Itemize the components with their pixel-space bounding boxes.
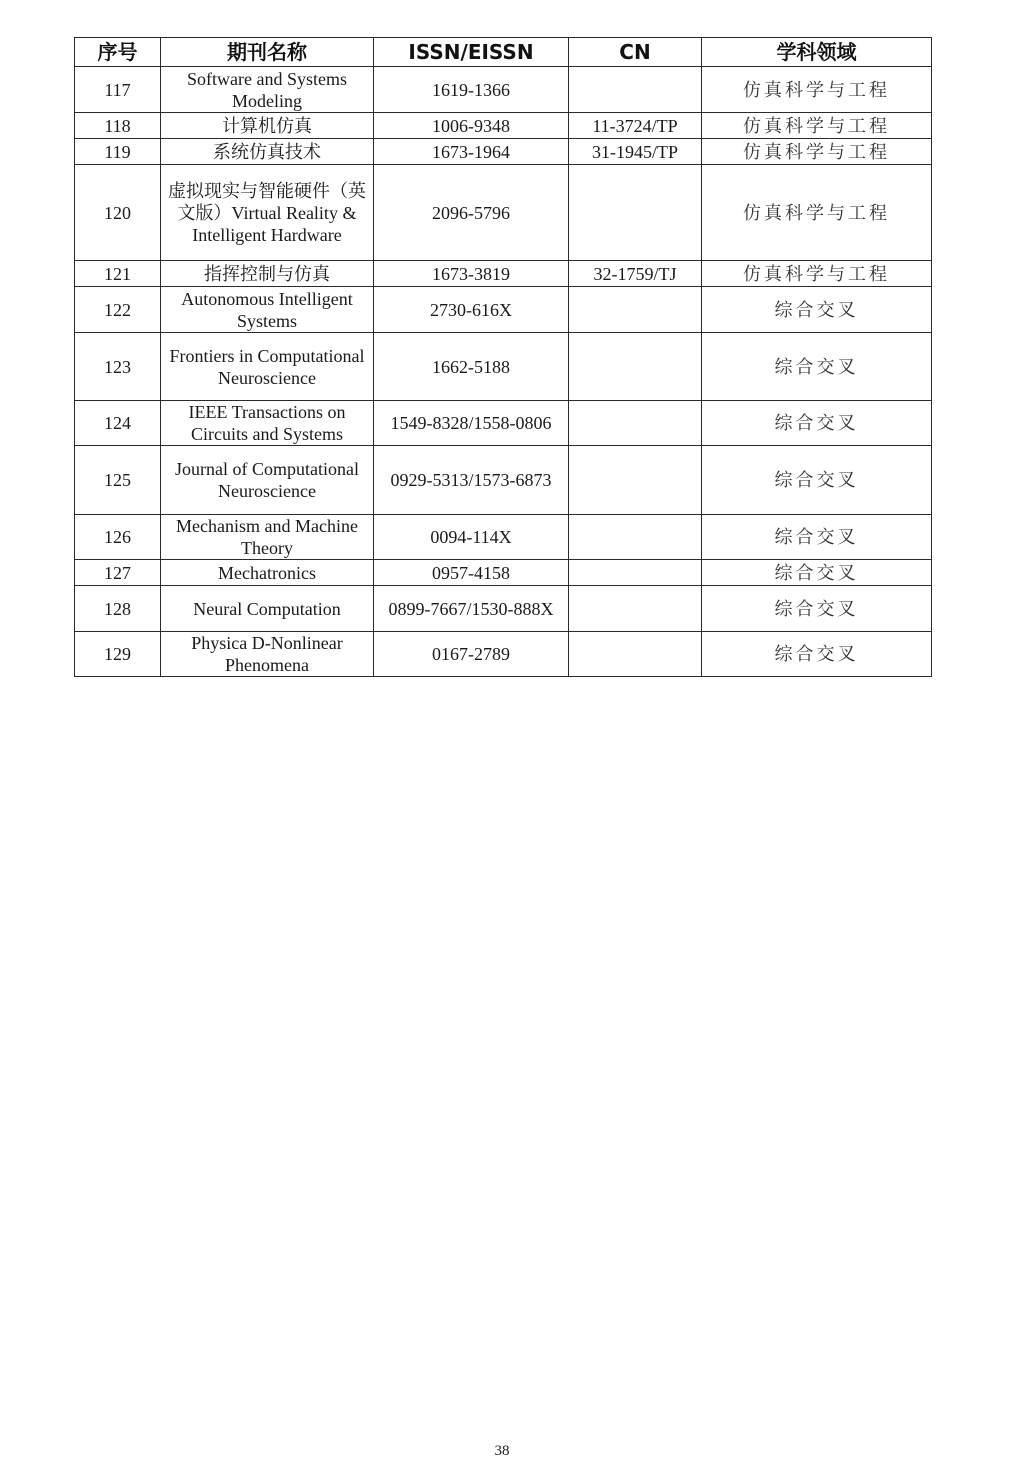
cell-field: 综合交叉 xyxy=(702,632,932,677)
cell-cn xyxy=(569,333,702,401)
header-issn: ISSN/EISSN xyxy=(374,38,569,67)
cell-cn xyxy=(569,560,702,586)
cell-field: 仿真科学与工程 xyxy=(702,165,932,261)
table-row xyxy=(75,401,932,446)
table-row xyxy=(75,165,932,261)
cell-field: 仿真科学与工程 xyxy=(702,113,932,139)
cell-index: 119 xyxy=(75,139,161,165)
cell-index: 123 xyxy=(75,333,161,401)
cell-issn: 1662-5188 xyxy=(374,333,569,401)
cell-cn xyxy=(569,401,702,446)
cell-index: 121 xyxy=(75,261,161,287)
header-cn: CN xyxy=(569,38,702,67)
cell-issn: 1673-1964 xyxy=(374,139,569,165)
cell-field: 仿真科学与工程 xyxy=(702,261,932,287)
header-field: 学科领域 xyxy=(702,38,932,67)
cell-cn xyxy=(569,287,702,333)
cell-field: 综合交叉 xyxy=(702,401,932,446)
cell-field: 综合交叉 xyxy=(702,586,932,632)
table-header-row xyxy=(75,38,932,67)
cell-journal-title: Mechanism and Machine Theory xyxy=(161,515,374,560)
table-row xyxy=(75,261,932,287)
cell-index: 129 xyxy=(75,632,161,677)
cell-issn: 0929-5313/1573-6873 xyxy=(374,446,569,515)
cell-index: 126 xyxy=(75,515,161,560)
cell-issn: 1673-3819 xyxy=(374,261,569,287)
cell-issn: 0899-7667/1530-888X xyxy=(374,586,569,632)
cell-index: 127 xyxy=(75,560,161,586)
page-number: 38 xyxy=(494,1443,510,1459)
cell-index: 128 xyxy=(75,586,161,632)
cell-field: 综合交叉 xyxy=(702,446,932,515)
cell-cn xyxy=(569,515,702,560)
cell-index: 125 xyxy=(75,446,161,515)
cell-issn: 0094-114X xyxy=(374,515,569,560)
cell-cn: 11-3724/TP xyxy=(569,113,702,139)
cell-field: 综合交叉 xyxy=(702,560,932,586)
table-row xyxy=(75,333,932,401)
cell-cn xyxy=(569,446,702,515)
cell-cn: 31-1945/TP xyxy=(569,139,702,165)
table-row xyxy=(75,632,932,677)
header-journal-title: 期刊名称 xyxy=(161,38,374,67)
cell-cn xyxy=(569,165,702,261)
cell-issn: 0957-4158 xyxy=(374,560,569,586)
cell-journal-title: Physica D-Nonlinear Phenomena xyxy=(161,632,374,677)
header-index: 序号 xyxy=(75,38,161,67)
cell-index: 122 xyxy=(75,287,161,333)
cell-field: 仿真科学与工程 xyxy=(702,67,932,113)
cell-journal-title: 计算机仿真 xyxy=(161,113,374,139)
cell-field: 综合交叉 xyxy=(702,287,932,333)
table-row xyxy=(75,586,932,632)
cell-journal-title: Mechatronics xyxy=(161,560,374,586)
cell-cn xyxy=(569,586,702,632)
journal-table xyxy=(74,37,932,677)
cell-cn xyxy=(569,632,702,677)
cell-issn: 0167-2789 xyxy=(374,632,569,677)
cell-journal-title: Frontiers in Computational Neuroscience xyxy=(161,333,374,401)
table-row xyxy=(75,287,932,333)
table-row xyxy=(75,139,932,165)
table-row xyxy=(75,446,932,515)
cell-field: 综合交叉 xyxy=(702,333,932,401)
cell-index: 118 xyxy=(75,113,161,139)
cell-issn: 2096-5796 xyxy=(374,165,569,261)
cell-journal-title: Autonomous Intelligent Systems xyxy=(161,287,374,333)
cell-journal-title: 系统仿真技术 xyxy=(161,139,374,165)
table-row xyxy=(75,515,932,560)
table-row xyxy=(75,560,932,586)
cell-index: 120 xyxy=(75,165,161,261)
cell-journal-title: Neural Computation xyxy=(161,586,374,632)
cell-cn xyxy=(569,67,702,113)
cell-field: 仿真科学与工程 xyxy=(702,139,932,165)
cell-issn: 1006-9348 xyxy=(374,113,569,139)
cell-cn: 32-1759/TJ xyxy=(569,261,702,287)
cell-journal-title: Software and Systems Modeling xyxy=(161,67,374,113)
cell-journal-title: 指挥控制与仿真 xyxy=(161,261,374,287)
cell-issn: 1549-8328/1558-0806 xyxy=(374,401,569,446)
table-row xyxy=(75,67,932,113)
cell-issn: 2730-616X xyxy=(374,287,569,333)
cell-index: 117 xyxy=(75,67,161,113)
cell-journal-title: IEEE Transactions on Circuits and Systems xyxy=(161,401,374,446)
table-row xyxy=(75,113,932,139)
cell-journal-title: Journal of Computational Neuroscience xyxy=(161,446,374,515)
cell-index: 124 xyxy=(75,401,161,446)
cell-journal-title: 虚拟现实与智能硬件（英文版）Virtual Reality & Intelligent Hardware xyxy=(161,165,374,261)
cell-issn: 1619-1366 xyxy=(374,67,569,113)
table-body xyxy=(75,67,932,677)
cell-field: 综合交叉 xyxy=(702,515,932,560)
